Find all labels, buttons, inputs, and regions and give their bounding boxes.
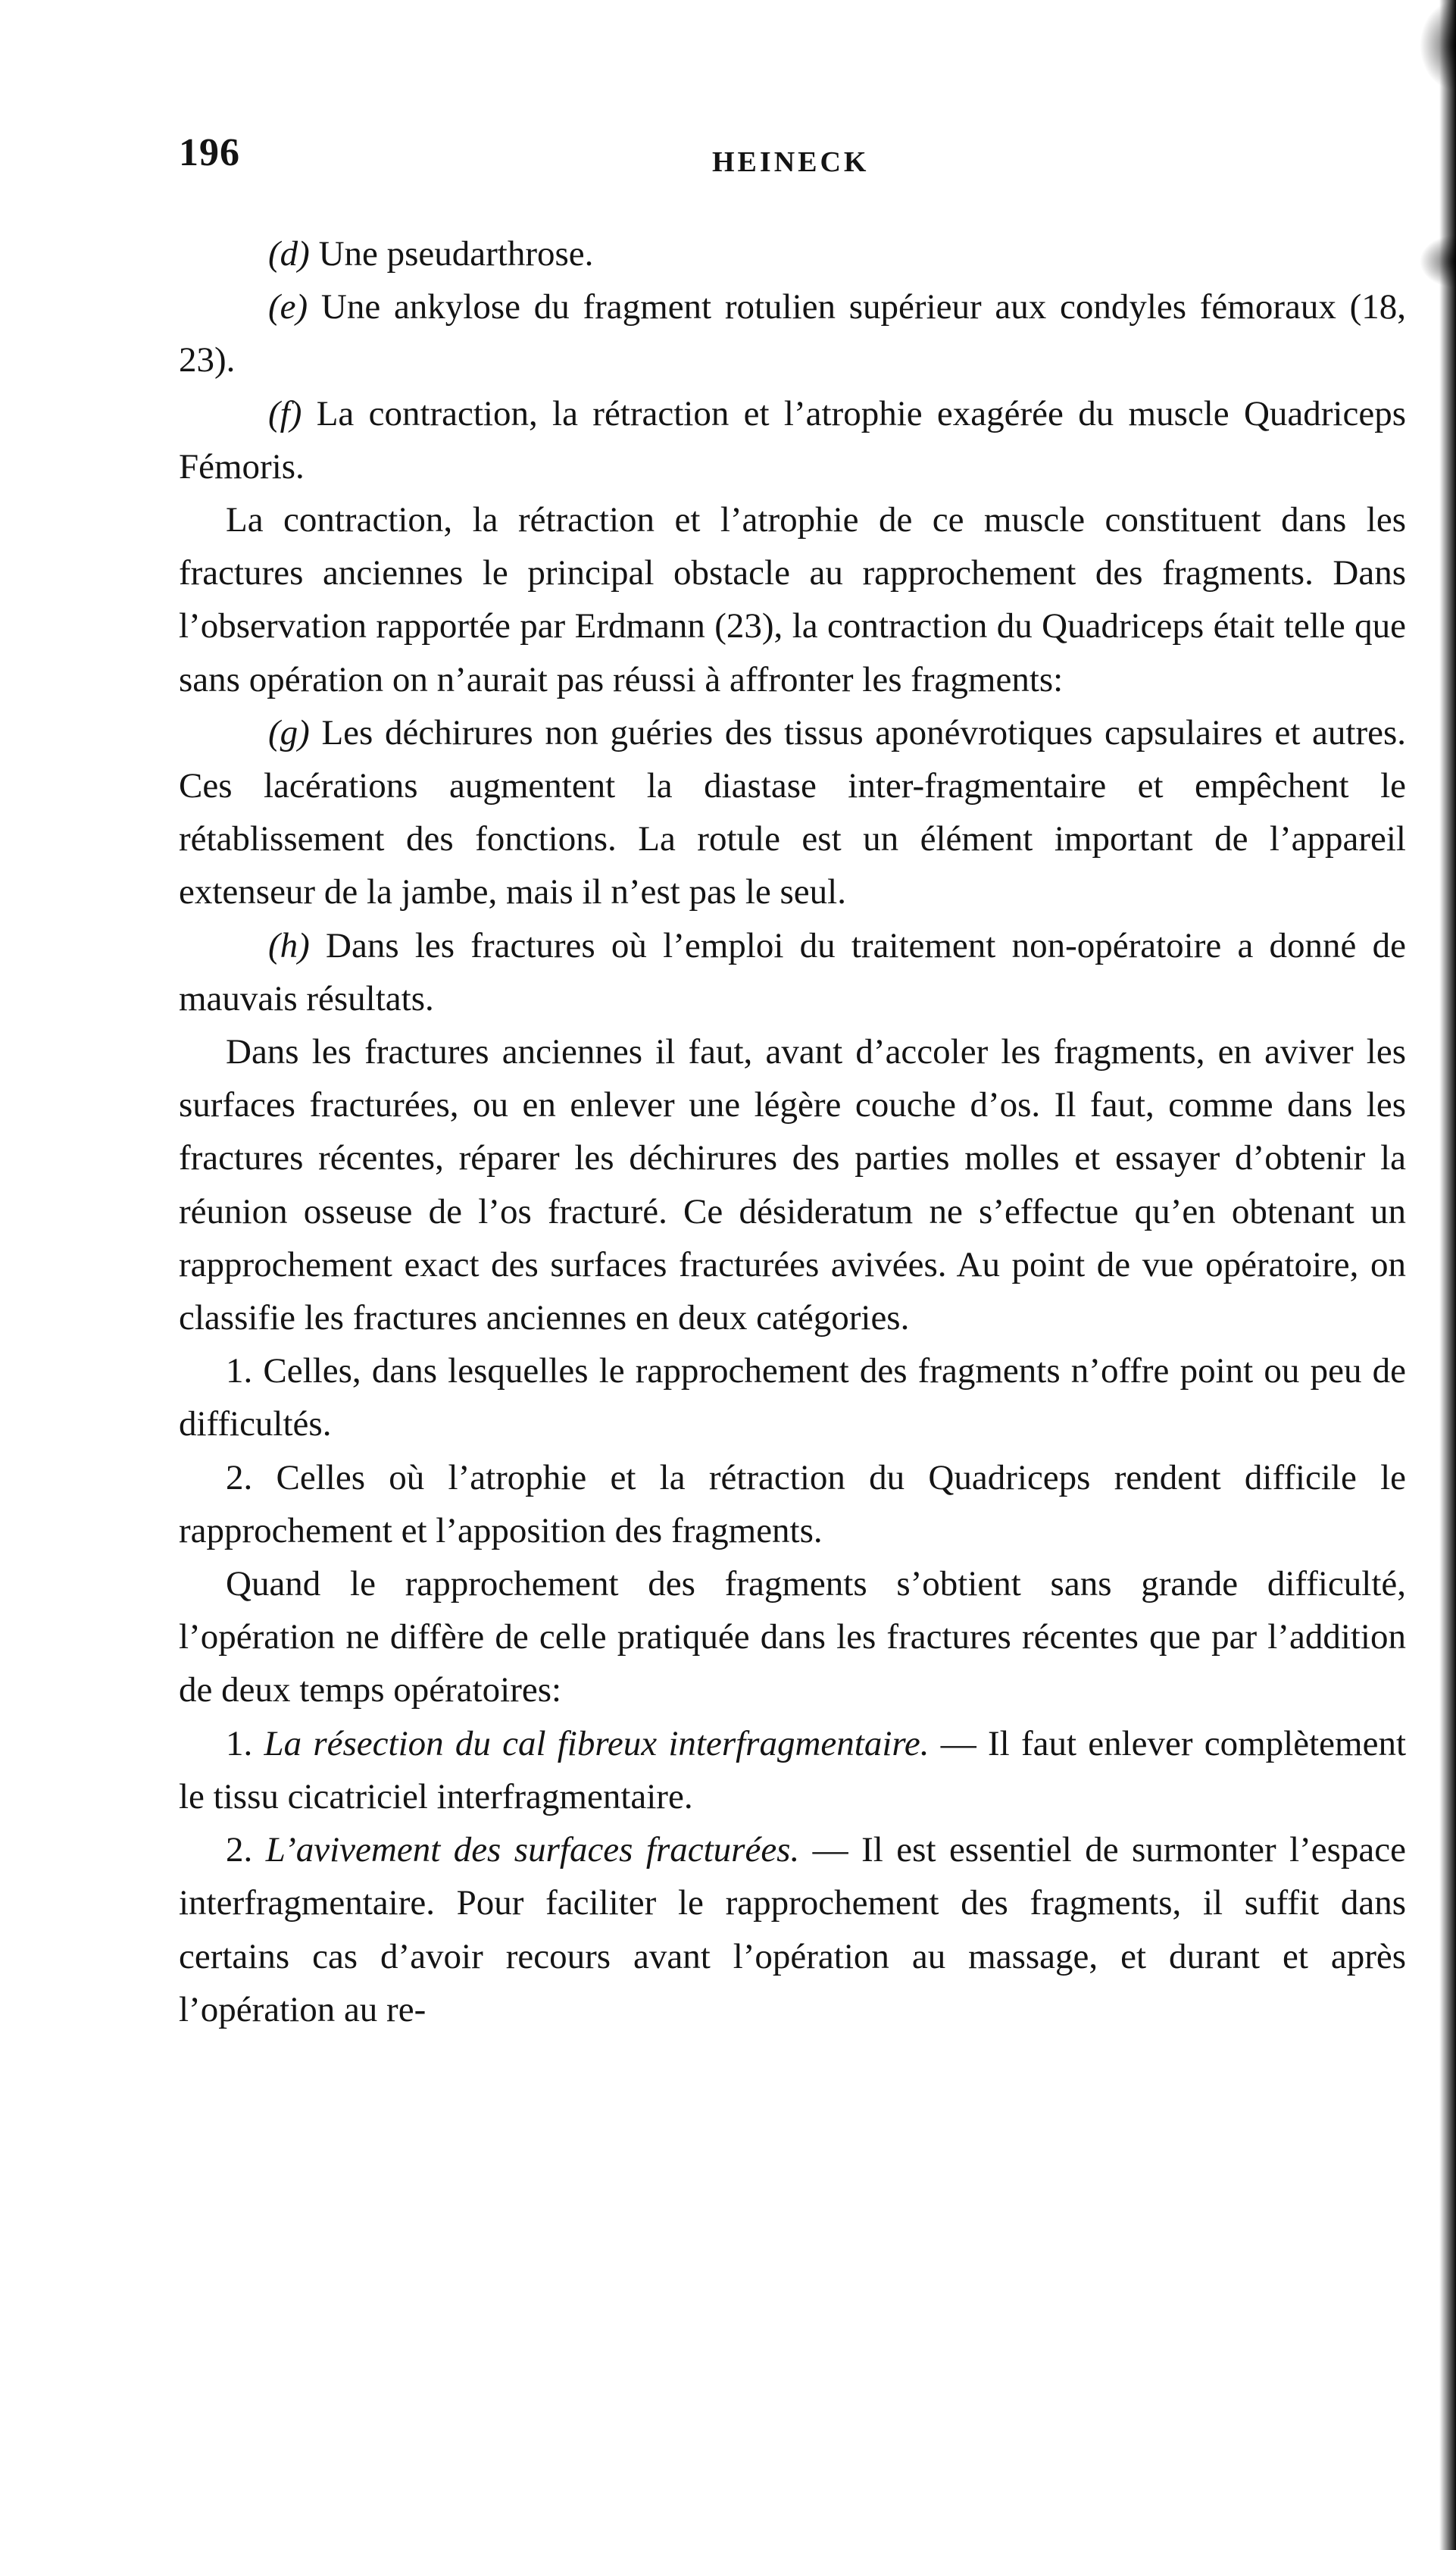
paragraph-text: 2. Celles où l’atrophie et la rétraction du Quadriceps rendent difficile le rapprochement et l’apposition des fragments. (179, 1457, 1406, 1550)
page-edge-blot (1420, 0, 1456, 91)
paragraph-old-fractures (179, 1025, 1406, 1344)
page-edge-shadow (1439, 0, 1456, 2550)
item-marker: (g) (268, 712, 310, 752)
list-item-step-1 (179, 1717, 1406, 1823)
page-number: 196 (179, 131, 240, 174)
paragraph-text: — Il faut enlever complètement le tissu cicatriciel interfragmentaire. (179, 1723, 1406, 1816)
step-title: La résection du cal fibreux interfragmentaire. (264, 1723, 930, 1763)
item-marker: (e) (268, 287, 308, 327)
paragraph-e (179, 280, 1406, 386)
page-edge-blot (1420, 235, 1456, 288)
paragraph-f (179, 387, 1406, 493)
list-item-step-2 (179, 1823, 1406, 2036)
paragraph-h (179, 919, 1406, 1025)
paragraph-text: Une pseudarthrose. (309, 234, 594, 274)
paragraph-text: La contraction, la rétraction et l’atrophie de ce muscle constituent dans les fractures anciennes le principal obstacle au rapprochement des fragments. Dans l’observation rapportée par Erdmann (23), la contraction du Quadriceps était telle que sans opération on n’aurait pas réussi à affronter les fragments: (179, 500, 1406, 699)
paragraph-text: 1. Celles, dans lesquelles le rapprochement des fragments n’offre point ou peu de difficultés. (179, 1351, 1406, 1444)
step-number: 2. (226, 1830, 266, 1870)
item-marker: (d) (268, 234, 310, 274)
body-text (179, 227, 1406, 2036)
paragraph-text: Quand le rapprochement des fragments s’obtient sans grande difficulté, l’opération ne diffère de celle pratiquée dans les fractures récentes que par l’addition de deux temps opératoires: (179, 1564, 1406, 1710)
paragraph-text: Les déchirures non guéries des tissus aponévrotiques capsulaires et autres. Ces lacérations augmentent la diastase inter-fragmentaire et empêchent le rétablissement des fonctions. La rotule est un élément important de l’appareil extenseur de la jambe, mais il n’est pas le seul. (179, 712, 1406, 912)
step-number: 1. (226, 1723, 264, 1763)
running-head: HEINECK (712, 146, 870, 178)
paragraph-approach (179, 1557, 1406, 1717)
paragraph-g (179, 706, 1406, 919)
step-title: L’avivement des surfaces fracturées. (265, 1830, 800, 1870)
paragraph-text: La contraction, la rétraction et l’atrophie exagérée du muscle Quadriceps Fémoris. (179, 393, 1406, 487)
paragraph-quadriceps (179, 493, 1406, 706)
paragraph-text: Dans les fractures où l’emploi du traitement non-opératoire a donné de mauvais résultats. (179, 925, 1406, 1018)
list-item-category-2 (179, 1451, 1406, 1557)
paragraph-text: Dans les fractures anciennes il faut, avant d’accoler les fragments, en aviver les surfaces fracturées, ou en enlever une légère couche d’os. Il faut, comme dans les fractures récentes, réparer les déchirures des parties molles et essayer d’obtenir la réunion osseuse de l’os fracturé. Ce désideratum ne s’effectue qu’en obtenant un rapprochement exact des surfaces fracturées avivées. Au point de vue opératoire, on classifie les fractures anciennes en deux catégories. (179, 1032, 1406, 1338)
paragraph-text: — Il est essentiel de surmonter l’espace interfragmentaire. Pour faciliter le rapprochement des fragments, il suffit dans certains cas d’avoir recours avant l’opération au massage, et durant et après l’opération au re- (179, 1830, 1407, 2029)
item-marker: (f) (268, 393, 302, 433)
list-item-category-1 (179, 1344, 1406, 1450)
paragraph-d (179, 227, 1406, 280)
paragraph-text: Une ankylose du fragment rotulien supérieur aux condyles fémoraux (18, 23). (179, 287, 1406, 380)
item-marker: (h) (268, 925, 310, 965)
